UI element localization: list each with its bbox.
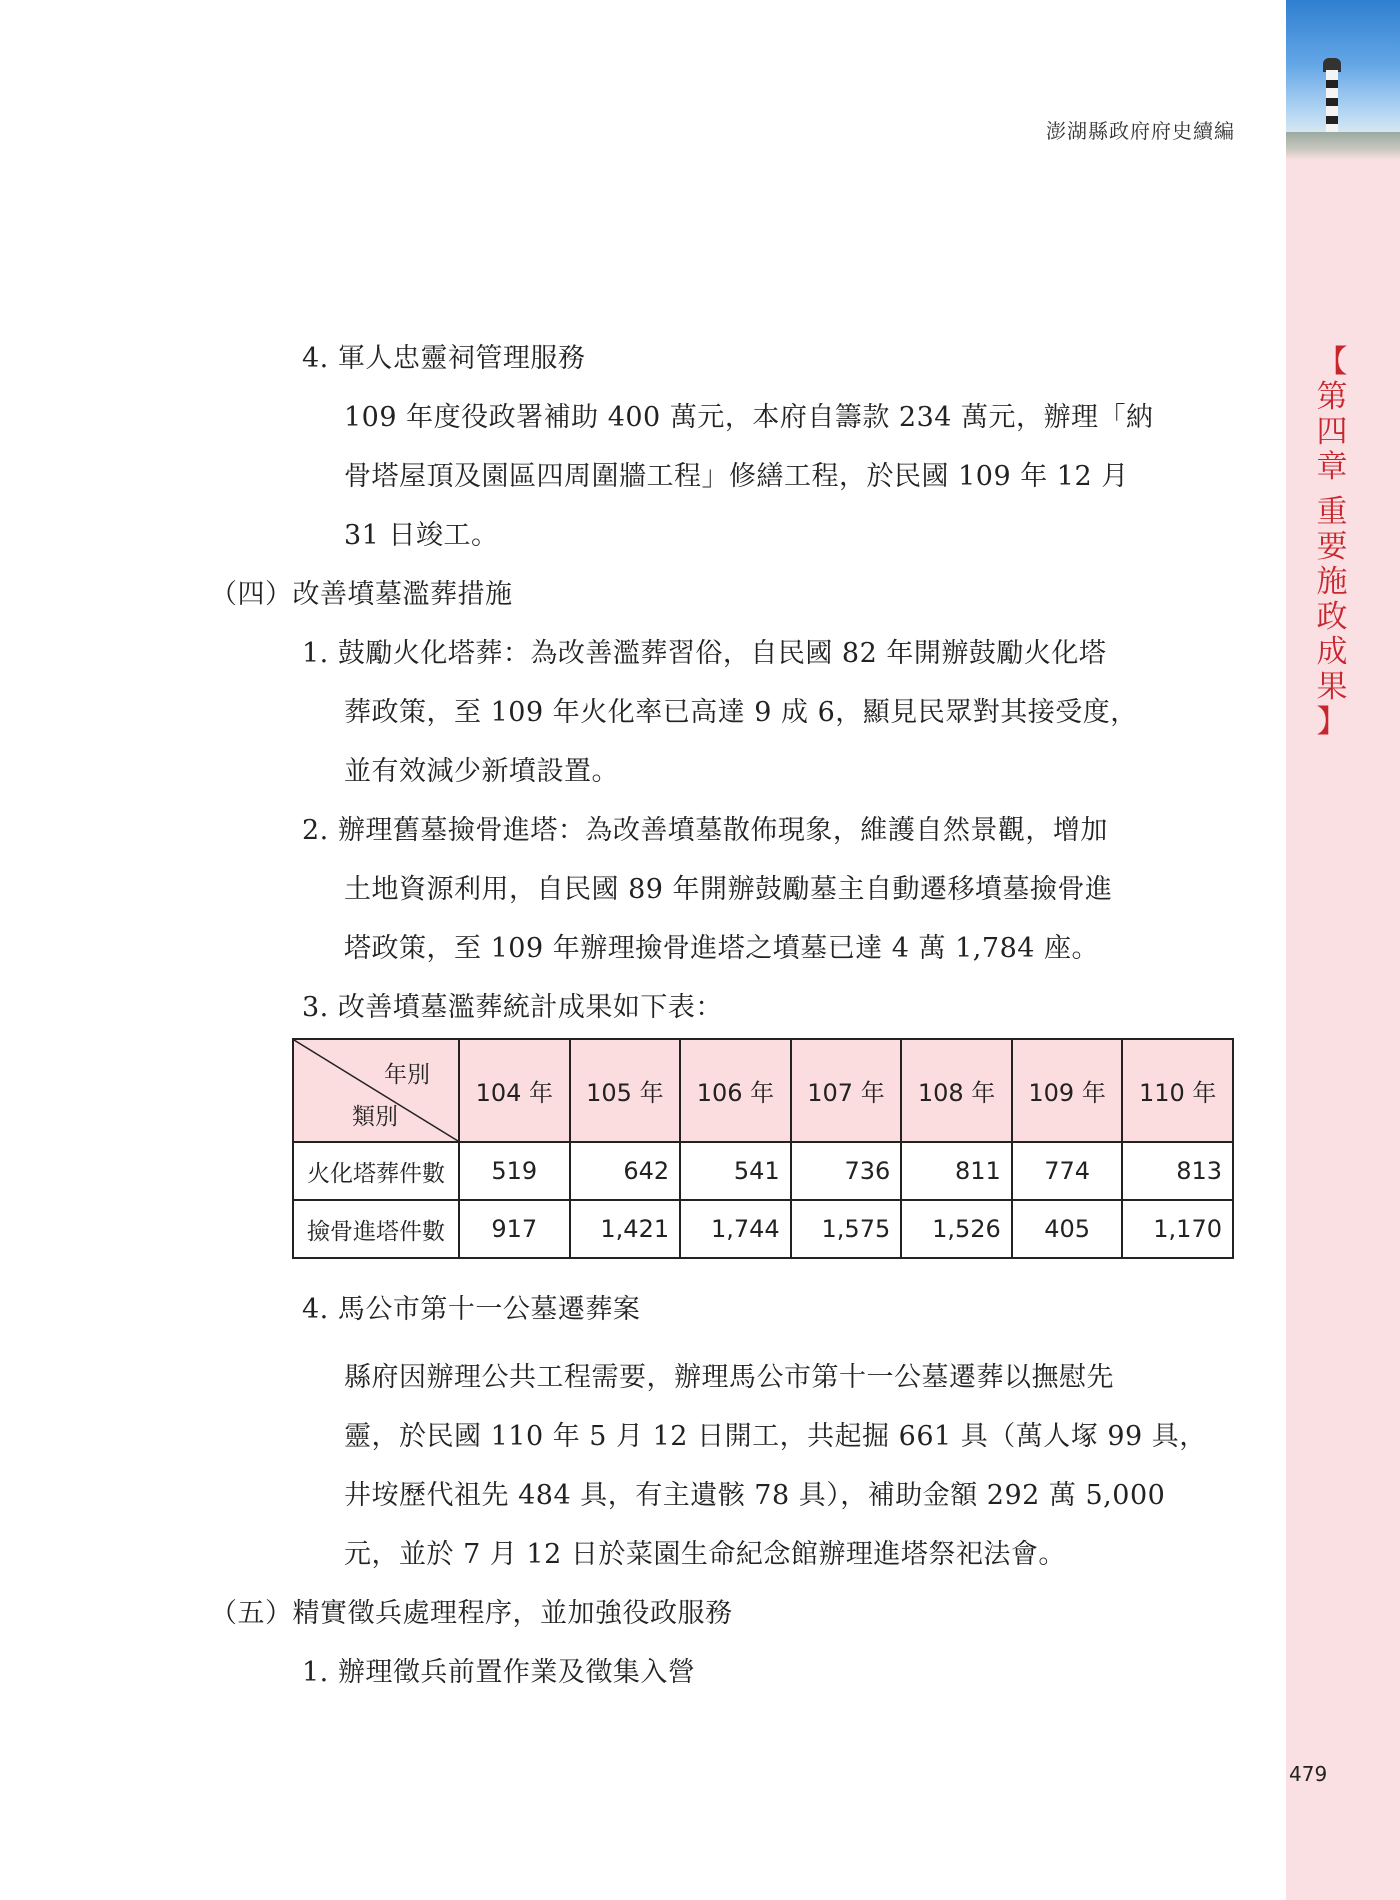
chapter-tab xyxy=(1312,345,1352,740)
section-item-heading: 4. 馬公市第十一公墓遷葬案 xyxy=(302,1294,641,1325)
table-cell: 736 xyxy=(791,1142,902,1200)
table-row xyxy=(293,1142,1233,1200)
chapter-char: 果 xyxy=(1316,669,1348,705)
year-header: 104 年 xyxy=(459,1039,570,1142)
body-line: 骨塔屋頂及園區四周圍牆工程」修繕工程，於民國 109 年 12 月 xyxy=(344,461,1129,492)
body-line: 縣府因辦理公共工程需要，辦理馬公市第十一公墓遷葬以撫慰先 xyxy=(344,1362,1114,1393)
chapter-char: 章 xyxy=(1316,449,1348,485)
table-row xyxy=(293,1200,1233,1258)
body-line: 並有效減少新墳設置。 xyxy=(344,756,619,787)
chapter-char: 】 xyxy=(1316,704,1348,740)
table-cell: 642 xyxy=(570,1142,681,1200)
body-line: 元，並於 7 月 12 日於菜園生命紀念館辦理進塔祭祀法會。 xyxy=(344,1539,1066,1570)
burial-statistics-table xyxy=(292,1038,1234,1259)
table-cell: 541 xyxy=(680,1142,791,1200)
table-cell: 1,421 xyxy=(570,1200,681,1258)
table-cell: 813 xyxy=(1122,1142,1233,1200)
table-cell: 1,170 xyxy=(1122,1200,1233,1258)
body-line: 31 日竣工。 xyxy=(344,520,499,551)
chapter-char: 成 xyxy=(1316,634,1348,670)
chapter-char: 政 xyxy=(1316,599,1348,635)
body-line: 葬政策，至 109 年火化率已高達 9 成 6，顯見民眾對其接受度， xyxy=(344,697,1138,728)
coast-ground xyxy=(1286,132,1400,160)
section-item-heading: 3. 改善墳墓濫葬統計成果如下表： xyxy=(302,992,723,1023)
section-item-heading: 1. 鼓勵火化塔葬：為改善濫葬習俗，自民國 82 年開辦鼓勵火化塔 xyxy=(302,638,1107,669)
lighthouse-photo xyxy=(1286,0,1400,160)
table-cell: 917 xyxy=(459,1200,570,1258)
table-cell: 519 xyxy=(459,1142,570,1200)
table-cell: 405 xyxy=(1012,1200,1123,1258)
chapter-char: 【 xyxy=(1316,344,1348,380)
table-cell: 811 xyxy=(901,1142,1012,1200)
table-cell: 1,526 xyxy=(901,1200,1012,1258)
corner-year-label: 年別 xyxy=(384,1062,430,1088)
year-header: 106 年 xyxy=(680,1039,791,1142)
page-number: 479 xyxy=(1289,1762,1328,1786)
row-label: 撿骨進塔件數 xyxy=(293,1200,459,1258)
table-cell: 1,575 xyxy=(791,1200,902,1258)
body-line: 靈，於民國 110 年 5 月 12 日開工，共起掘 661 具（萬人塚 99 具， xyxy=(344,1421,1207,1452)
year-header: 108 年 xyxy=(901,1039,1012,1142)
row-label: 火化塔葬件數 xyxy=(293,1142,459,1200)
table-cell: 1,744 xyxy=(680,1200,791,1258)
body-line: 塔政策，至 109 年辦理撿骨進塔之墳墓已達 4 萬 1,784 座。 xyxy=(344,933,1100,964)
chapter-sidebar xyxy=(1286,0,1400,1900)
table-corner-cell xyxy=(293,1039,459,1142)
table-cell: 774 xyxy=(1012,1142,1123,1200)
section-heading: （四）改善墳墓濫葬措施 xyxy=(210,579,513,610)
year-header: 105 年 xyxy=(570,1039,681,1142)
chapter-char: 施 xyxy=(1316,564,1348,600)
section-heading: （五）精實徵兵處理程序，並加強役政服務 xyxy=(210,1598,733,1629)
body-line: 井垵歷代祖先 484 具，有主遺骸 78 具），補助金額 292 萬 5,000 xyxy=(344,1480,1166,1511)
section-item-heading: 2. 辦理舊墓撿骨進塔：為改善墳墓散佈現象，維護自然景觀，增加 xyxy=(302,815,1108,846)
corner-category-label: 類別 xyxy=(352,1104,398,1130)
chapter-char: 要 xyxy=(1316,529,1348,565)
chapter-char: 四 xyxy=(1316,414,1348,450)
chapter-char: 重 xyxy=(1316,494,1348,530)
year-header: 110 年 xyxy=(1122,1039,1233,1142)
section-item-heading: 1. 辦理徵兵前置作業及徵集入營 xyxy=(302,1657,696,1688)
table-header-row xyxy=(293,1039,1233,1142)
running-header: 澎湖縣政府府史續編 xyxy=(1046,119,1235,143)
body-line: 土地資源利用，自民國 89 年開辦鼓勵墓主自動遷移墳墓撿骨進 xyxy=(344,874,1113,905)
body-line: 109 年度役政署補助 400 萬元，本府自籌款 234 萬元，辦理「納 xyxy=(344,402,1154,433)
chapter-char: 第 xyxy=(1316,379,1348,415)
year-header: 109 年 xyxy=(1012,1039,1123,1142)
year-header: 107 年 xyxy=(791,1039,902,1142)
lighthouse-tower xyxy=(1326,70,1338,140)
section-item-heading: 4. 軍人忠靈祠管理服務 xyxy=(302,343,586,374)
